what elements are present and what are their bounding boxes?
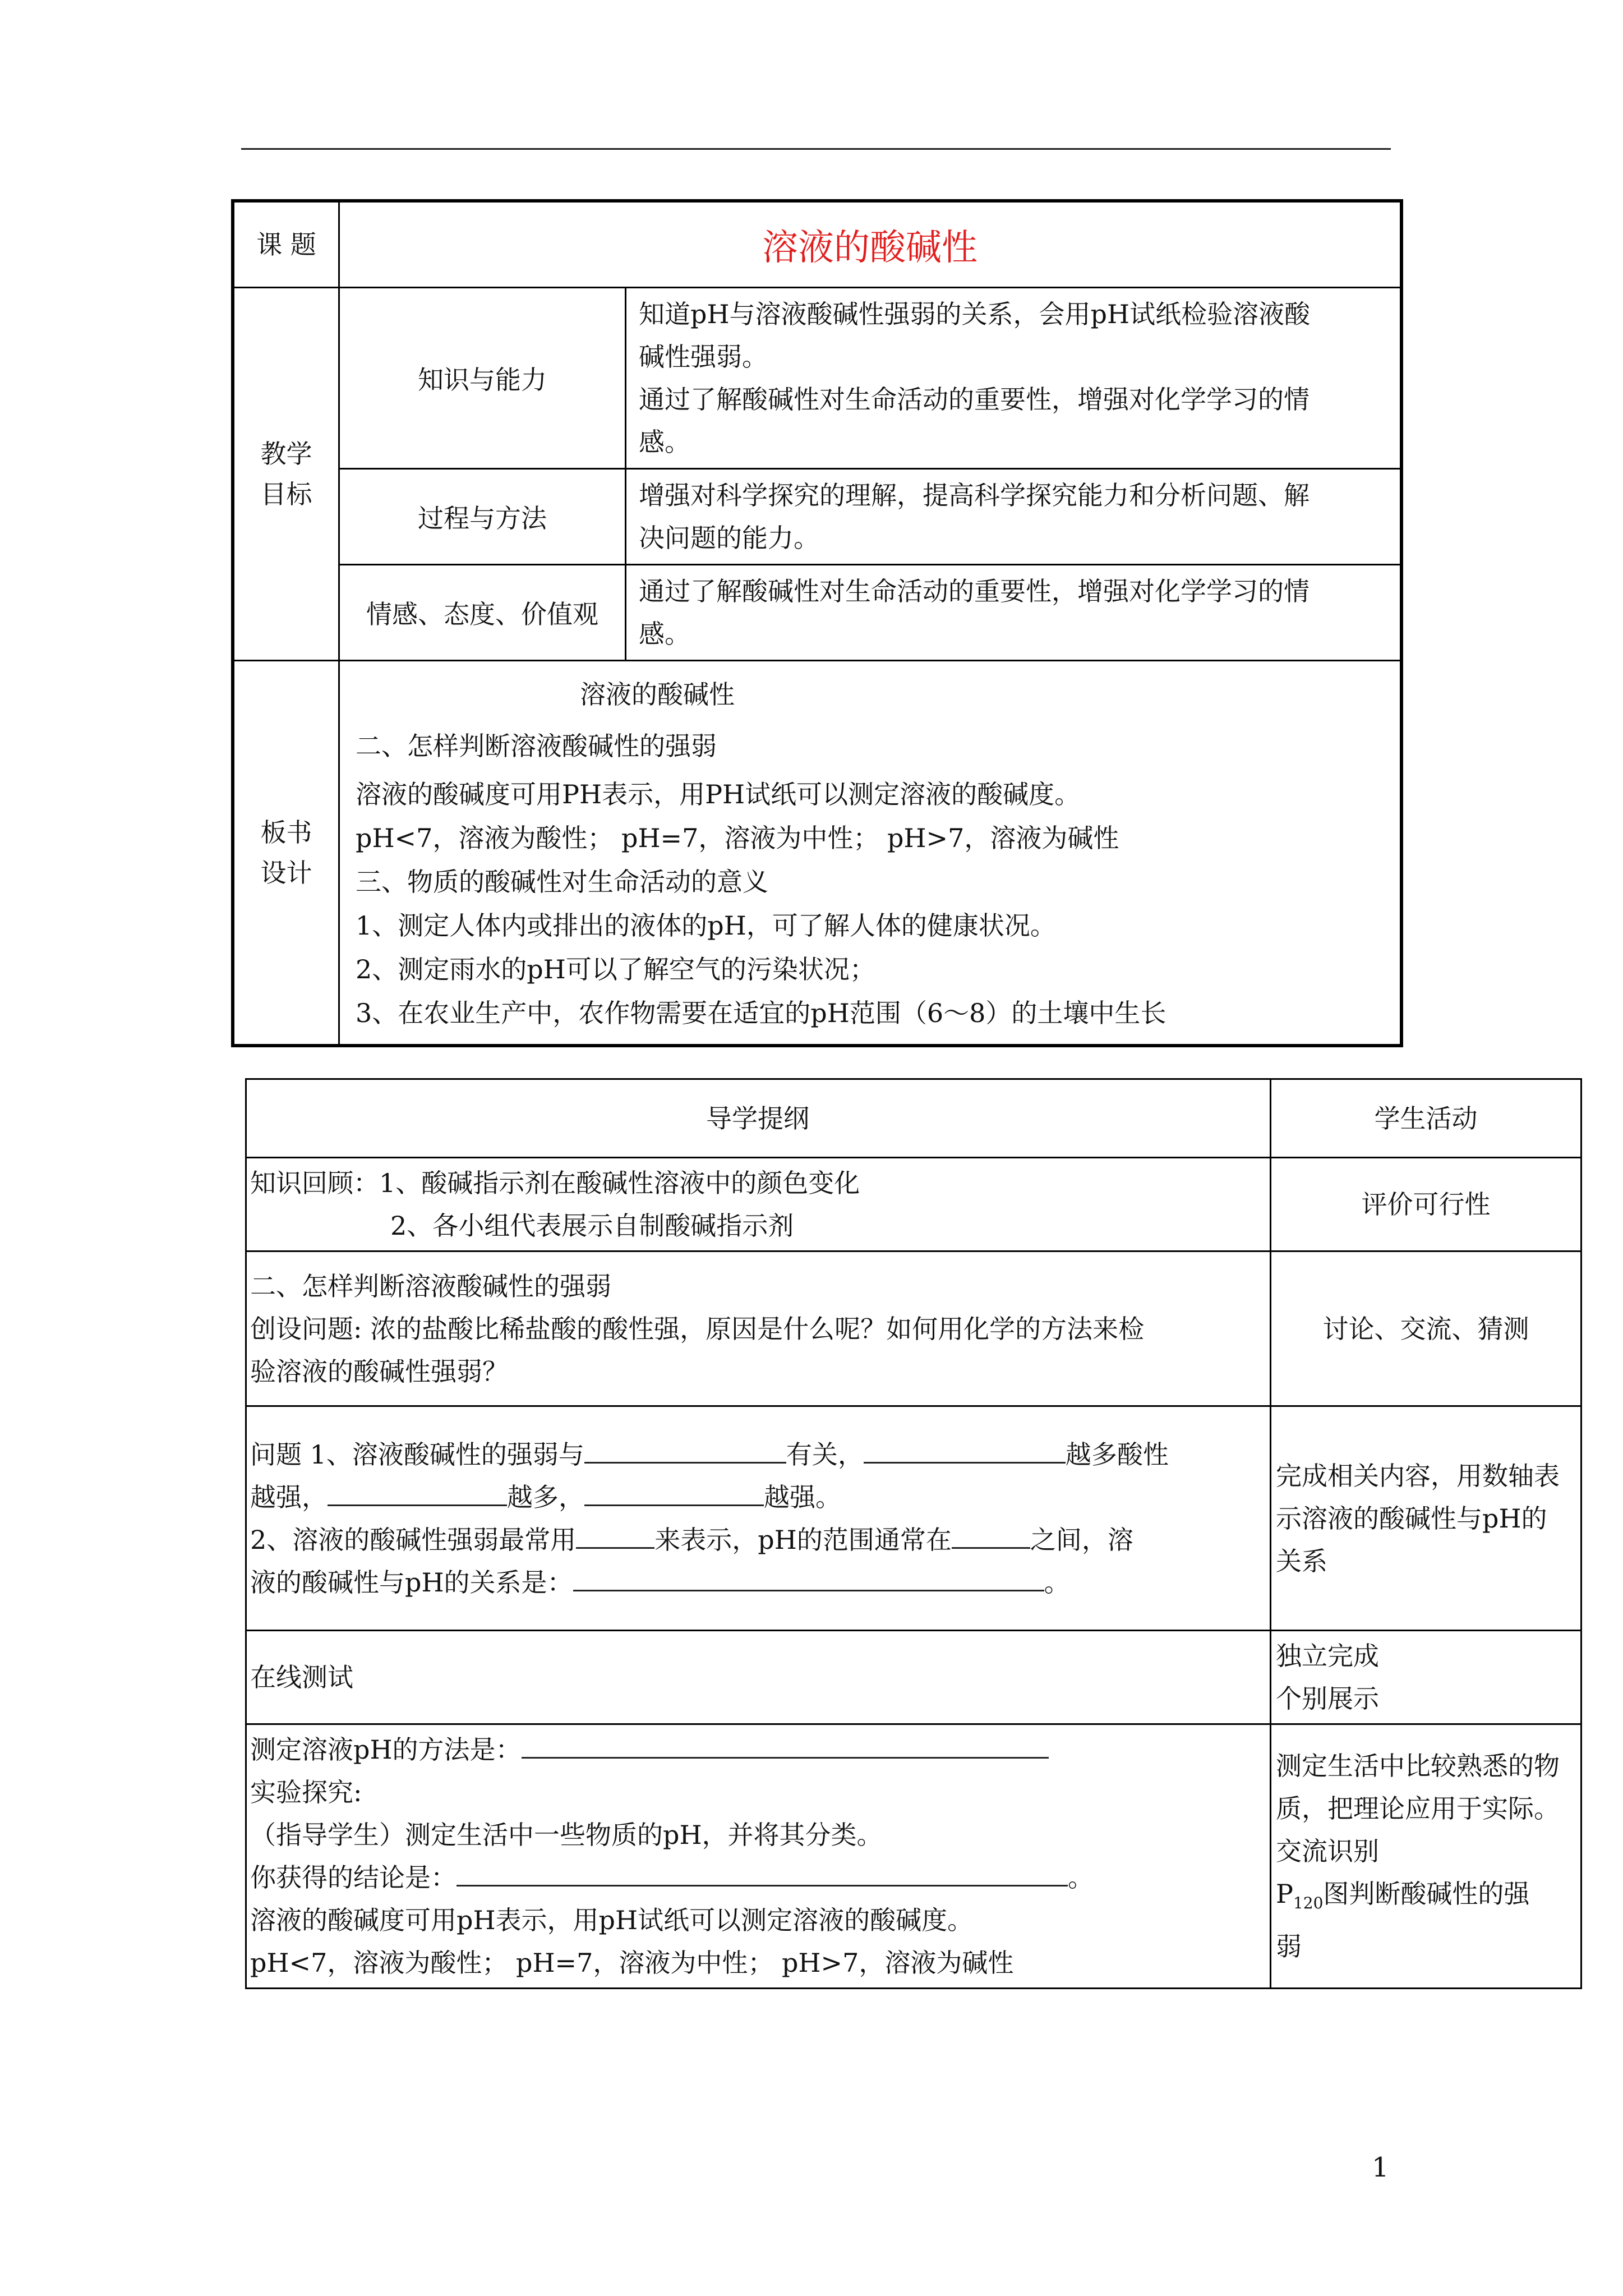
fill-blank[interactable]: [328, 1479, 507, 1506]
guide-activity-review: 评价可行性: [1271, 1158, 1581, 1251]
board-line: 三、物质的酸碱性对生命活动的意义: [356, 867, 768, 897]
board-design-label: 板书 设计: [233, 661, 339, 1046]
guide-table: [245, 1078, 1582, 1989]
header-rule: [241, 148, 1391, 150]
objective-content-emotion: 通过了解酸碱性对生命活动的重要性，增强对化学学习的情 感。: [626, 565, 1402, 661]
objectives-label: 教学 目标: [233, 288, 339, 661]
page-number: 1: [1372, 2152, 1389, 2183]
fill-blank[interactable]: [573, 1564, 1044, 1591]
fill-blank[interactable]: [952, 1521, 1030, 1549]
board-title: 溶液的酸碱性: [580, 679, 735, 710]
board-line: 溶液的酸碱度可用PH表示，用PH试纸可以测定溶液的酸碱度。: [356, 779, 1081, 809]
guide-row-problems: 问题 1、溶液酸碱性的强弱与 有关， 越多酸性 越强， 越多， 越强。 2、溶液的酸碱性强弱最常用 来表示，pH的范围通常在 之间，溶 液的酸碱性与pH的关系是： 。: [246, 1406, 1271, 1631]
board-line: pH<7，溶液为酸性； pH=7，溶液为中性； pH>7，溶液为碱性: [356, 823, 1119, 853]
guide-header-outline: 导学提纲: [246, 1079, 1271, 1158]
guide-header-activity: 学生活动: [1271, 1079, 1581, 1158]
fill-blank[interactable]: [584, 1436, 786, 1464]
board-design-content: [339, 661, 1402, 1046]
guide-activity-independent: 独立完成 个别展示: [1271, 1631, 1581, 1724]
objective-content-process: 增强对科学探究的理解，提高科学探究能力和分析问题、解 决问题的能力。: [626, 469, 1402, 565]
board-section-heading: 二、怎样判断溶液酸碱性的强弱: [356, 731, 717, 761]
guide-row-experiment: 测定溶液pH的方法是： 实验探究: （指导学生）测定生活中一些物质的pH，并将其分类。 你获得的结论是： 。 溶液的酸碱度可用pH表示，用pH试纸可以测定溶液的酸碱度。 pH<7，溶液为酸性； pH=7，溶液为中性； pH>7，溶液为碱性: [246, 1724, 1271, 1989]
topic-label: 课 题: [233, 201, 339, 288]
objective-content-knowledge: 知道pH与溶液酸碱性强弱的关系，会用pH试纸检验溶液酸 碱性强弱。 通过了解酸碱性对生命活动的重要性，增强对化学学习的情 感。: [626, 288, 1402, 469]
guide-row-review: 知识回顾：1、酸碱指示剂在酸碱性溶液中的颜色变化 2、各小组代表展示自制酸碱指示剂: [246, 1158, 1271, 1251]
board-line: 3、在农业生产中，农作物需要在适宜的pH范围（6～8）的土壤中生长: [356, 998, 1166, 1028]
objective-category-process: 过程与方法: [339, 469, 626, 565]
lesson-title: 溶液的酸碱性: [339, 201, 1402, 288]
lesson-plan-table: [231, 199, 1403, 1047]
guide-activity-discuss: 讨论、交流、猜测: [1271, 1251, 1581, 1406]
board-line: 1、测定人体内或排出的液体的pH，可了解人体的健康状况。: [356, 910, 1056, 941]
fill-blank[interactable]: [457, 1859, 1068, 1887]
objective-category-emotion: 情感、态度、价值观: [339, 565, 626, 661]
guide-activity-measure: 测定生活中比较熟悉的物 质，把理论应用于实际。 交流识别 $P_{120}$图判断酸碱性的强 弱: [1271, 1724, 1581, 1989]
fill-blank[interactable]: [584, 1479, 764, 1506]
fill-blank[interactable]: [522, 1731, 1049, 1759]
guide-row-online-test: 在线测试: [246, 1631, 1271, 1724]
fill-blank[interactable]: [864, 1436, 1066, 1464]
guide-row-question: 二、怎样判断溶液酸碱性的强弱 创设问题: 浓的盐酸比稀盐酸的酸性强，原因是什么呢？如何用化学的方法来检 验溶液的酸碱性强弱？: [246, 1251, 1271, 1406]
board-line: 2、测定雨水的pH可以了解空气的污染状况；: [356, 954, 875, 984]
fill-blank[interactable]: [576, 1521, 654, 1549]
guide-activity-complete: 完成相关内容，用数轴表 示溶液的酸碱性与pH的 关系: [1271, 1406, 1581, 1631]
objective-category-knowledge: 知识与能力: [339, 288, 626, 469]
